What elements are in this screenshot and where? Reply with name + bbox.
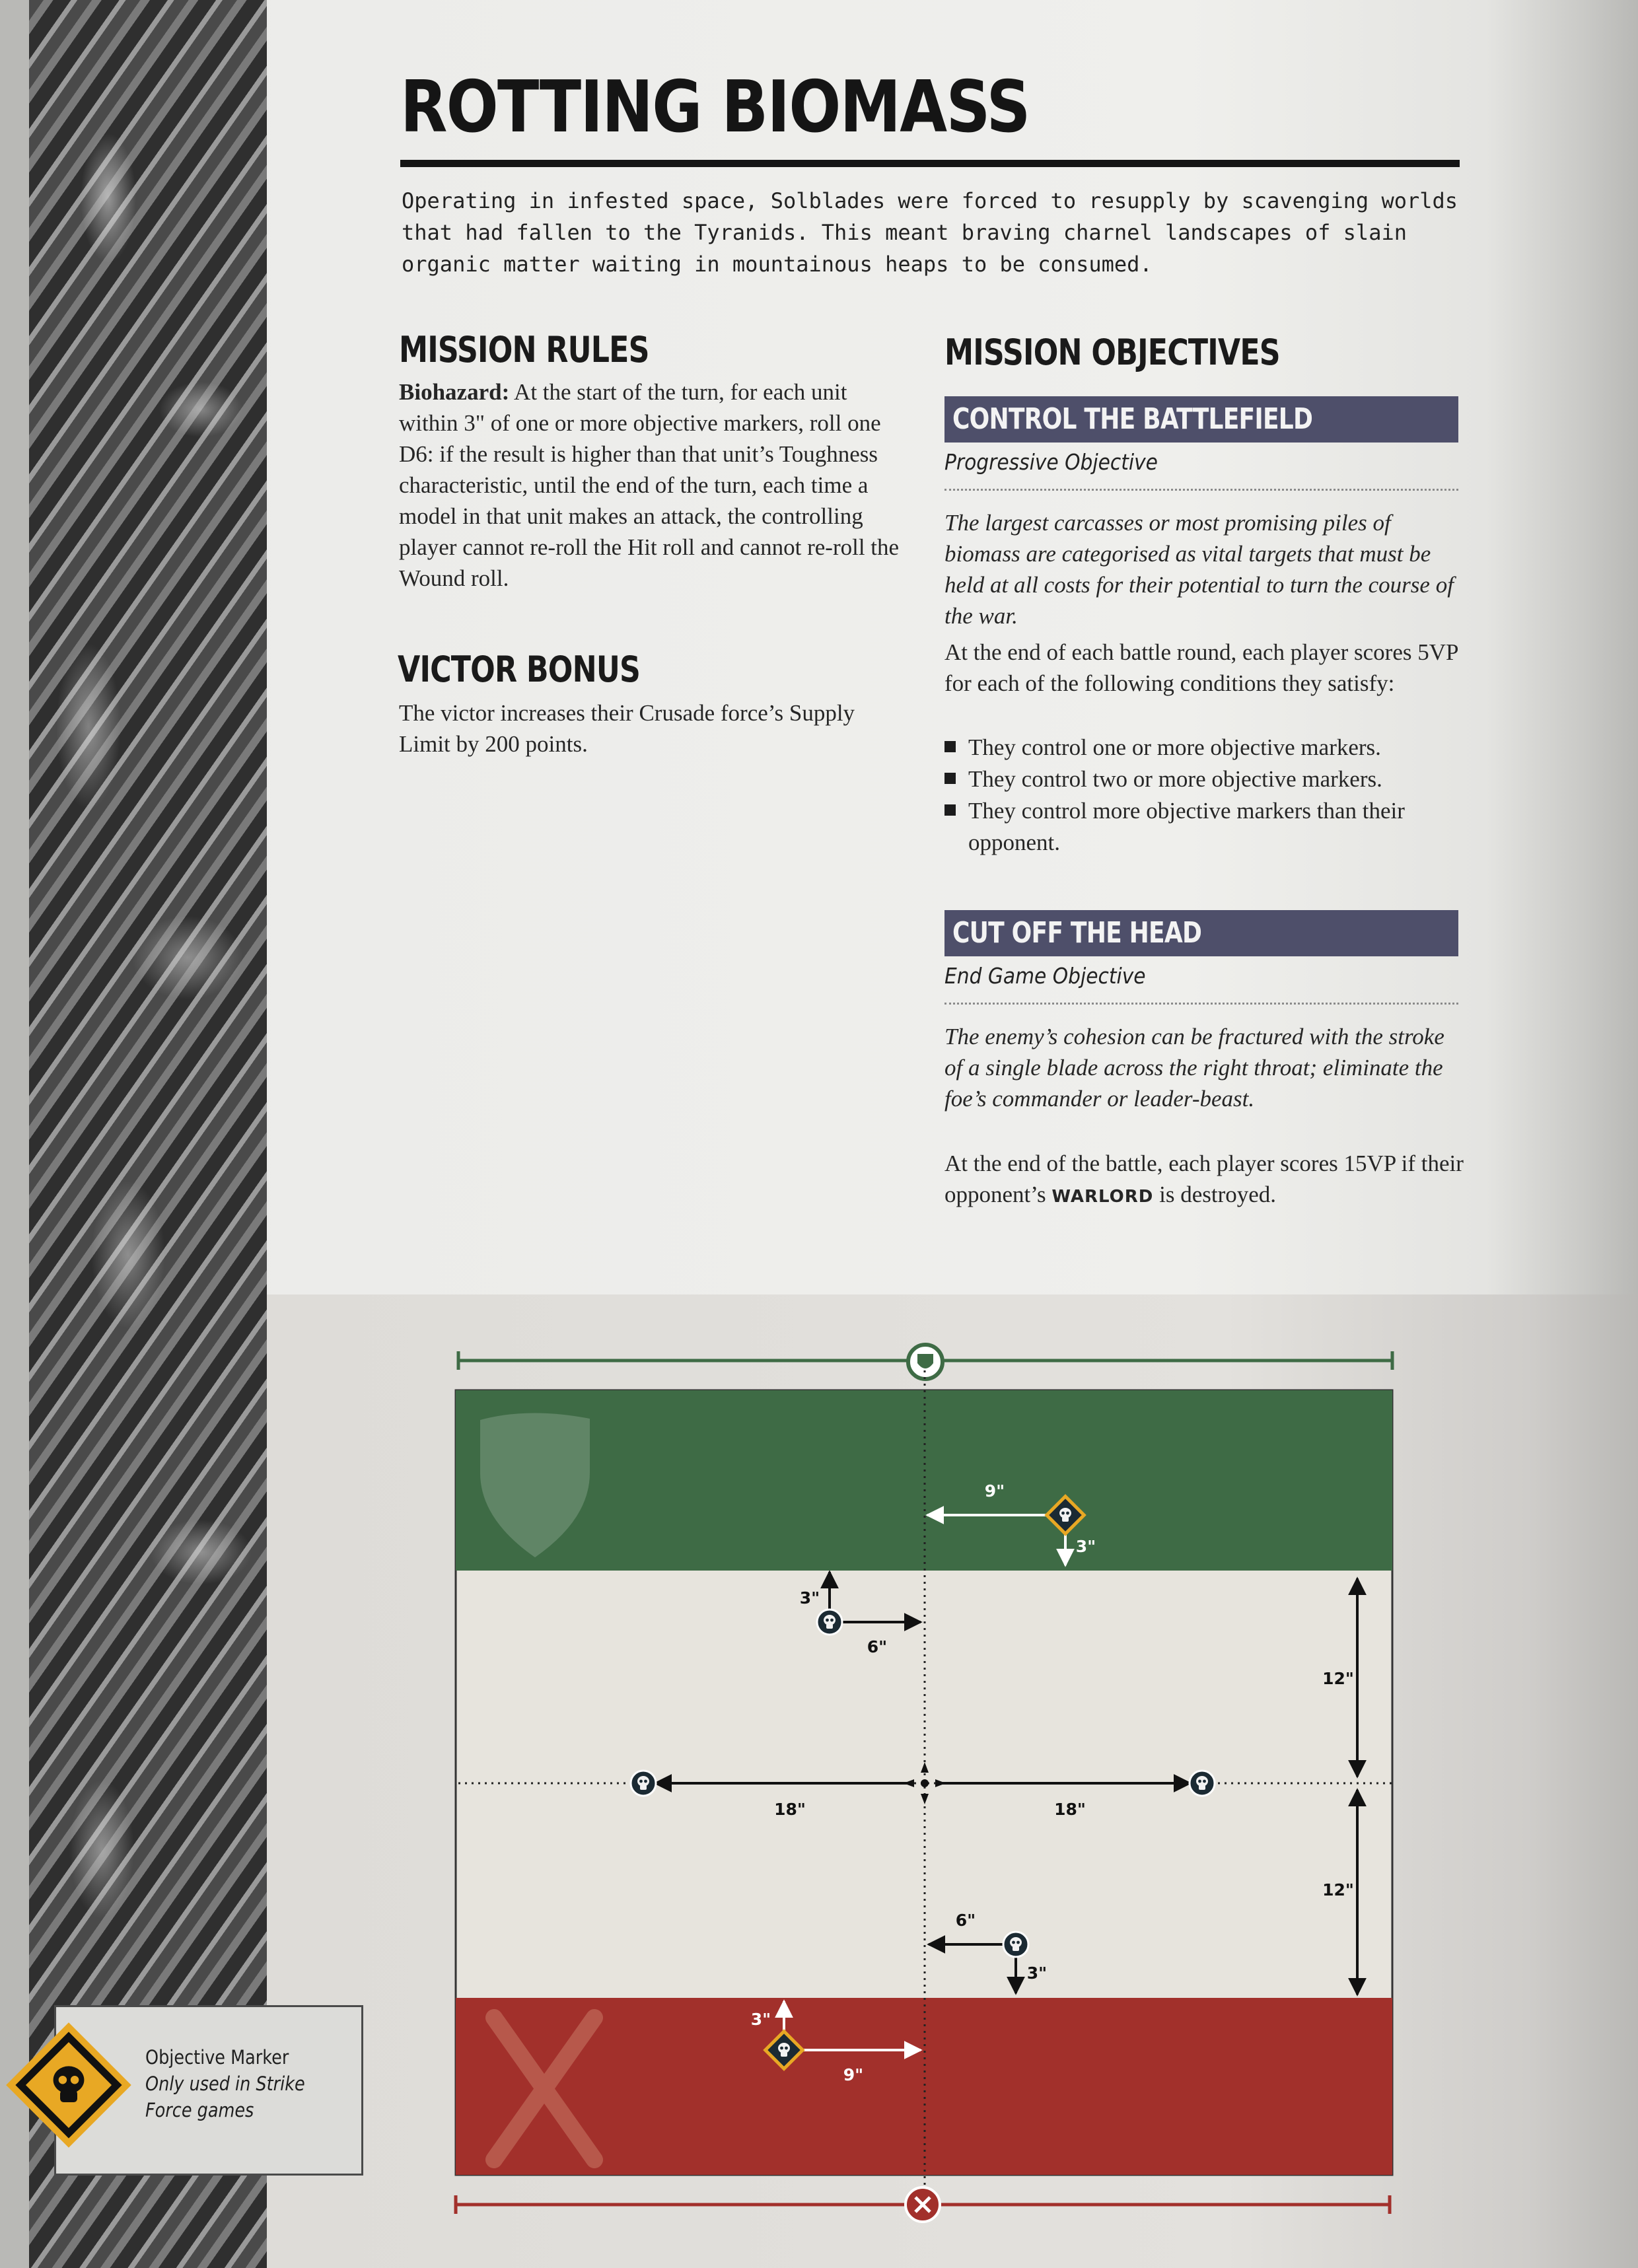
map-label-6-upper: 6"	[867, 1637, 888, 1656]
objective-text-head-start: At the end of the battle, each player scores 15VP if their opponent’s	[944, 1151, 1464, 1207]
intro-text: Operating in infested space, Solblades were forced to resupply by scavenging worlds that had fallen to the Tyranids. This meant braving charnel landscapes of slain organic matter waiting in mountainous heaps to be consumed.	[402, 188, 1458, 277]
rule-name: Biohazard:	[399, 379, 510, 405]
map-label-18-left: 18"	[774, 1800, 806, 1819]
page-title: ROTTING BIOMASS	[400, 66, 1030, 149]
shield-icon	[908, 1345, 943, 1379]
map-label-3-bottom: 3"	[750, 2010, 771, 2029]
mission-rules-heading: MISSION RULES	[399, 329, 649, 371]
objective-marker-lower	[1003, 1932, 1028, 1957]
warlord-keyword: WARLORD	[1051, 1187, 1154, 1207]
objective-marker-right	[1190, 1771, 1215, 1796]
objective-type-head: End Game Objective	[944, 963, 1146, 989]
mission-objectives-heading: MISSION OBJECTIVES	[944, 332, 1280, 373]
list-item: They control two or more objective markers.	[944, 763, 1446, 795]
map-label-3-upper: 3"	[799, 1588, 820, 1608]
rule-text: At the start of the turn, for each unit within 3" of one or more objective markers, roll one D6: if the result is higher than that unit’s Toughness characteristic, until the end of the turn, each time a model in that unit makes an attack, the controlling player cannot re-roll the Hit roll and cannot re-roll the Wound roll.	[399, 379, 900, 591]
map-label-12-bottom: 12"	[1322, 1880, 1354, 1899]
list-item: They control more objective markers than their opponent.	[944, 795, 1446, 859]
objective-name-head: CUT OFF THE HEAD	[952, 916, 1202, 950]
objective-name-control: CONTROL THE BATTLEFIELD	[952, 402, 1313, 436]
list-item: They control one or more objective markers.	[944, 732, 1446, 763]
map-label-9-bottom: 9"	[843, 2065, 864, 2084]
legend-note-line2: Force games	[145, 2099, 254, 2121]
map-label-9-top: 9"	[984, 1481, 1005, 1501]
objective-marker-upper	[817, 1610, 842, 1635]
legend-note-line1: Only used in Strike	[145, 2073, 305, 2095]
map-label-12-top: 12"	[1322, 1669, 1354, 1688]
objective-flavor-control: The largest carcasses or most promising piles of biomass are categorised as vital targets that must be held at all costs for their potential to turn the course of the war.	[944, 510, 1454, 629]
objective-text-control: At the end of each battle round, each player scores 5VP for each of the following conditions they satisfy:	[944, 639, 1458, 696]
map-label-3-lower: 3"	[1026, 1964, 1048, 1983]
map-label-6-lower: 6"	[955, 1911, 976, 1930]
objective-marker-left	[631, 1771, 656, 1796]
map-label-18-right: 18"	[1054, 1800, 1086, 1819]
crossed-swords-icon	[906, 2187, 940, 2222]
objective-text-head-end: is destroyed.	[1153, 1182, 1277, 1207]
objective-flavor-head: The enemy’s cohesion can be fractured with the stroke of a single blade across the right throat; eliminate the foe’s commander or leader-beast.	[944, 1024, 1444, 1112]
objective-type-control: Progressive Objective	[944, 449, 1158, 475]
victor-bonus-heading: VICTOR BONUS	[398, 649, 641, 690]
victor-bonus-text: The victor increases their Crusade force’s Supply Limit by 200 points.	[399, 700, 855, 757]
legend-title: Objective Marker	[145, 2046, 289, 2069]
map-label-3-top: 3"	[1075, 1537, 1096, 1556]
